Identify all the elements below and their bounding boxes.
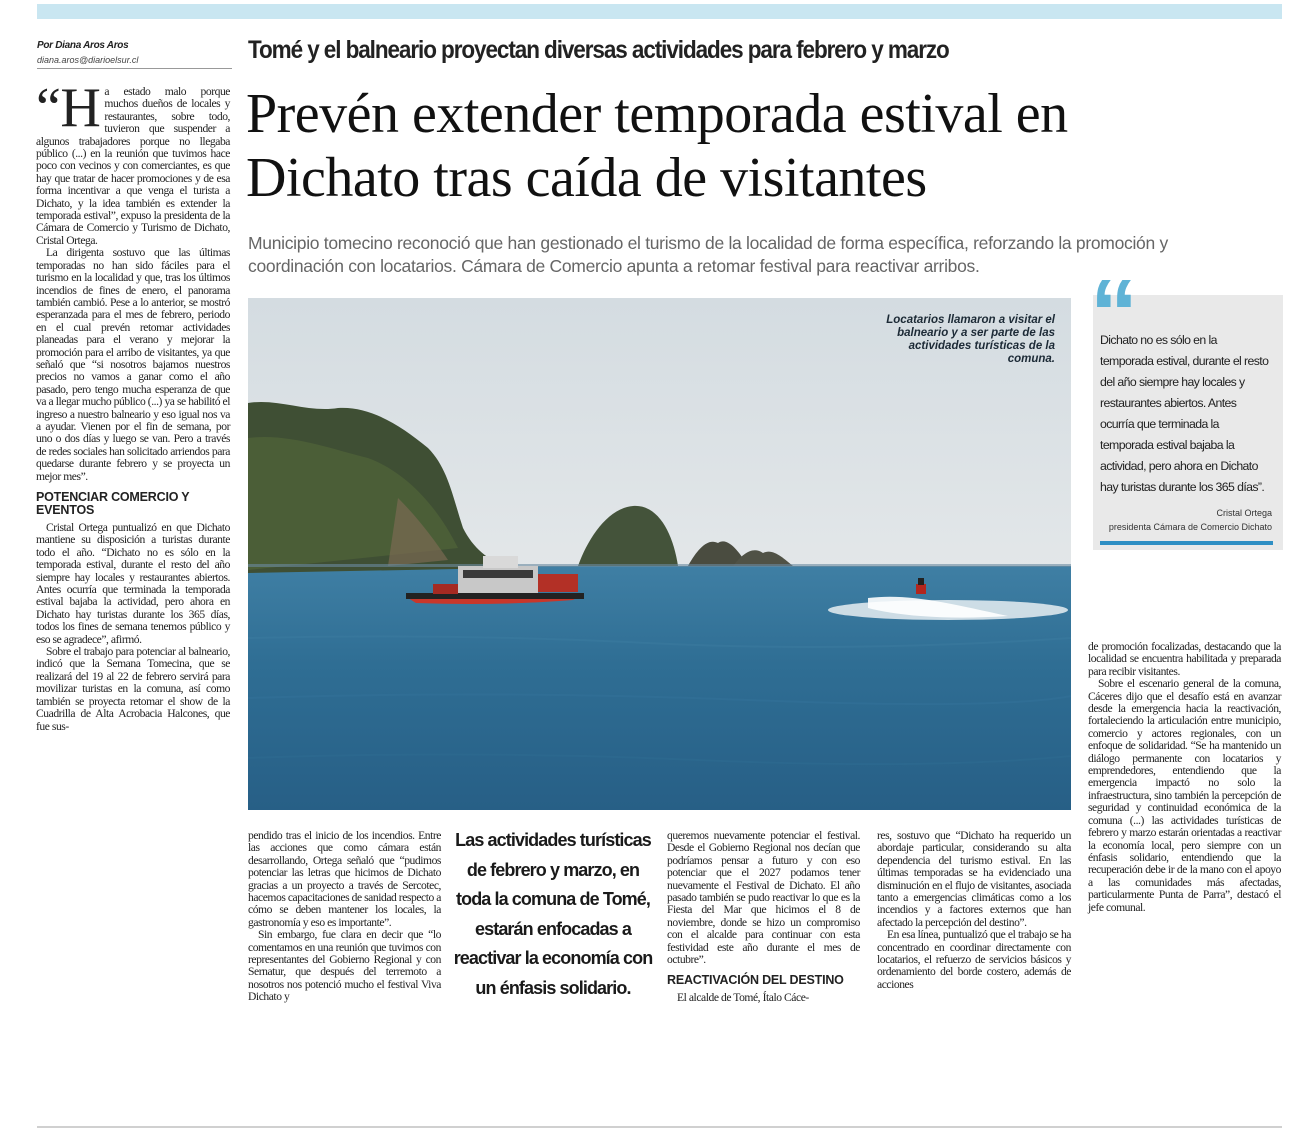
deck: Municipio tomecino reconoció que han gestionado el turismo de la localidad de forma específica, reforzando la promoción y coordinación con locatarios. Cámara de Comercio apunta a retomar festival para reactivar arribos. bbox=[248, 233, 1168, 276]
paragraph: Sobre el escenario general de la comuna, Cáceres dijo que el desafío está en avanzar desde la emergencia hacia la reactivación, fortaleciendo la articulación entre municipio, comercio y actores regionales, con un enfoque de solidaridad. “Se ha mantenido un diálogo permanente con locatarios y emprendedores, entendiendo que la emergencia impactó no solo la infraestructura, sino también la percepción de seguridad y continuidad económica de la comuna (...) las actividades turísticas de febrero y marzo estarán orientadas a reactivar la economía local, pero siempre con un énfasis solidario, entendiendo que la recuperación debe ir de la mano con el apoyo a las comunidades más afectadas, particularmente Punta de Parra”, destacó el jefe comunal. bbox=[1088, 677, 1281, 914]
paragraph: pendido tras el inicio de los incendios. Entre las acciones que como cámara están desarrollando, Ortega señaló que “pudimos potenciar las letras que hicimos de Dichato gracias a un proyecto a través de Sercotec, hacemos capacitaciones de sanidad respecto a cómo se deben mantener los locales, la gastronomía y eso es importante”. bbox=[248, 829, 441, 929]
pull-quote: Las actividades turísticas de febrero y marzo, en toda la comuna de Tomé, estarán enfocadas a reactivar la economía con un énfasis solidario. bbox=[453, 830, 653, 998]
quote-author-role: presidenta Cámara de Comercio Dichato bbox=[1108, 522, 1272, 532]
quote-mark-icon: “ bbox=[1090, 260, 1132, 367]
quote-author: Cristal Ortega bbox=[1216, 508, 1272, 518]
article-column-3 bbox=[667, 830, 860, 1005]
paragraph: Cristal Ortega puntualizó en que Dichato mantiene su disposición a turistas durante todo el año. “Dichato no es sólo en la temporada estival, durante el resto del año siempre hay locales y restaurantes abiertos. Antes ocurría que terminada la temporada estival bajaba la actividad, pero ahora en Dichato hay turistas durante los 365 días, todos los fines de semana tenemos público y eso se agradece”, afirmó. bbox=[36, 521, 230, 646]
article-column-4 bbox=[877, 830, 1071, 991]
top-color-bar bbox=[37, 4, 1282, 19]
paragraph: La dirigenta sostuvo que las últimas temporadas no han sido fáciles para el turismo en la localidad y que, tras los últimos incendios de fines de enero, el panorama también cambió. Pese a lo anterior, se mostró esperanzada para el mes de febrero, periodo en el cual prevén retomar actividades planeadas para el verano y mejorar la promoción para el arribo de visitantes, ya que señaló que “si nosotros bajamos nuestros precios no vamos a ganar como el año pasado, pero tengo mucha esperanza de que va a llegar mucho público (...) ya se habilitó el ingreso a nuestro balneario y eso igual nos va a ayudar. Vienen por el fin de semana, por uno o dos días y luego se van. Pero a través de redes sociales han solicitado arriendos para quedarse durante febrero y se proyecta un mejor mes”. bbox=[36, 246, 230, 483]
paragraph bbox=[36, 77, 230, 247]
article-column-5 bbox=[1088, 641, 1281, 914]
subhead-reactivacion: REACTIVACIÓN DEL DESTINO bbox=[667, 973, 844, 988]
paragraph-text: a estado malo porque muchos dueños de locales y restaurantes, sobre todo, tuvieron que suspender a algunos trabajadores porque no llegaba público (...) en la reunión que tuvimos hace poco con vecinos y con comerciantes, es que hay que tratar de hacer promociones y de esa forma incentivar a que venga el turista a Dichato, y la idea también es extender la temporada estival”, expuso la presidenta de la Cámara de Comercio y Turismo de Dichato, Cristal Ortega. bbox=[36, 85, 230, 247]
paragraph: El alcalde de Tomé, Ítalo Cáce- bbox=[677, 991, 809, 1005]
quote-text: Dichato no es sólo en la temporada estival, durante el resto del año siempre hay locales y restaurantes abiertos. Antes ocurría que terminada la temporada estival bajaba la actividad, pero ahora en Dichato hay turistas durante los 365 días”. bbox=[1100, 333, 1269, 494]
paragraph: de promoción focalizadas, destacando que la localidad se encuentra habilitada y preparada para recibir visitantes. bbox=[1088, 640, 1281, 678]
photo-caption: Locatarios llamaron a visitar el balneario y a ser parte de las actividades turísticas de la comuna. bbox=[886, 314, 1055, 365]
paragraph: Sin embargo, fue clara en decir que “lo comentamos en una reunión que tuvimos con representantes del Gobierno Regional y con Sernatur, que después del terremoto a nosotros nos potenció mucho el festival Viva Dichato y bbox=[248, 928, 441, 1004]
byline: Por Diana Aros Aros bbox=[37, 40, 129, 51]
headline-line-2: Dichato tras caída de visitantes bbox=[246, 147, 927, 209]
paragraph: res, sostuvo que “Dichato ha requerido un abordaje particular, considerando su alta dependencia del turismo estival. En las últimas temporadas se ha evidenciado una disminución en el flujo de visitantes, asociada tanto a emergencias climáticas como a los incendios y a factores externos que han afectado la percepción del destino”. bbox=[877, 829, 1071, 929]
author-email[interactable]: diana.aros@diarioelsur.cl bbox=[37, 55, 232, 69]
headline-line-1: Prevén extender temporada estival en bbox=[246, 83, 1068, 145]
article-column-2 bbox=[248, 830, 441, 1004]
photo-illustration bbox=[248, 298, 1071, 810]
headline bbox=[246, 82, 1286, 210]
drop-cap: “H bbox=[36, 77, 101, 139]
article-column-1 bbox=[36, 77, 230, 733]
photo-dichato-bay bbox=[248, 298, 1071, 810]
bottom-rule bbox=[37, 1126, 1282, 1128]
kicker: Tomé y el balneario proyectan diversas actividades para febrero y marzo bbox=[248, 36, 949, 64]
quote-rule bbox=[1100, 541, 1273, 545]
paragraph: En esa línea, puntualizó que el trabajo se ha concentrado en coordinar directamente con locatarios, el refuerzo de servicios básicos y ordenamiento del borde costero, además de acciones bbox=[877, 928, 1071, 991]
paragraph: queremos nuevamente potenciar el festival. Desde el Gobierno Regional nos decían que podríamos pensar a futuro y con eso potenciar que el 2027 podamos tener nuevamente el Festival de Dichato. El año pasado también se pudo reactivar lo que es la Fiesta del Mar que hicimos el 8 de noviembre, donde se hizo un compromiso con el alcalde para continuar con esta festividad este año durante el mes de octubre”. bbox=[667, 829, 860, 967]
paragraph: Sobre el trabajo para potenciar al balneario, indicó que la Semana Tomecina, que se realizará del 19 al 22 de febrero servirá para movilizar turistas en la comuna, así como también se proyecta retomar el show de la Cuadrilla de Alta Acrobacia Halcones, que fue sus- bbox=[36, 645, 230, 733]
subhead-potenciar: POTENCIAR COMERCIO Y EVENTOS bbox=[36, 490, 190, 517]
